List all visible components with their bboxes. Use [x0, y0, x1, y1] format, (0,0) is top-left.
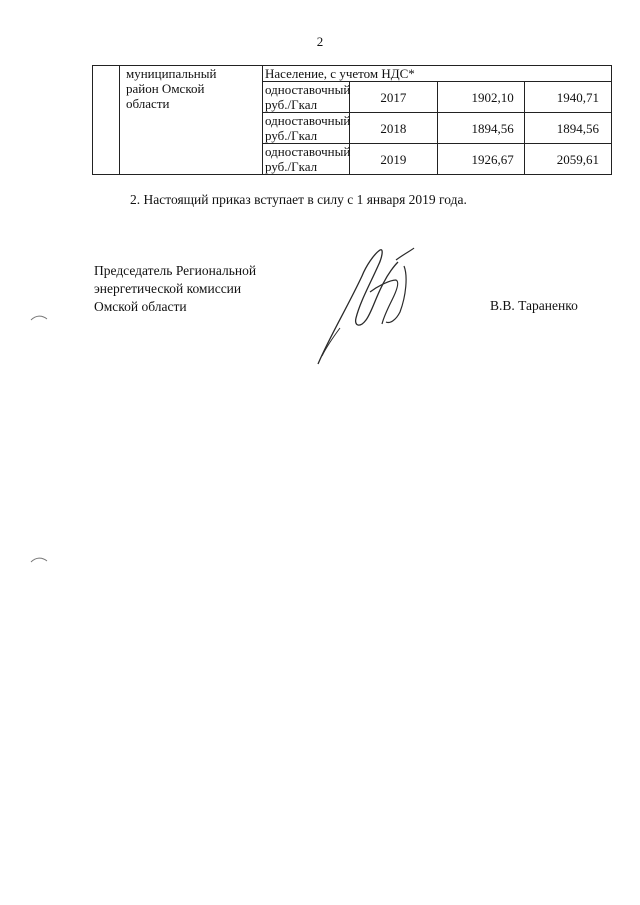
tariff-table	[92, 65, 612, 175]
value-cell: 1926,67	[437, 144, 524, 175]
signer-name: В.В. Тараненко	[490, 298, 578, 313]
territory-line: области	[126, 96, 170, 111]
unit-cell	[263, 144, 350, 175]
unit-line: руб./Гкал	[265, 128, 318, 143]
signer-title-line: Омской области	[94, 299, 187, 314]
clause-text: 2. Настоящий приказ вступает в силу с 1 января 2019 года.	[130, 192, 467, 207]
unit-line: руб./Гкал	[265, 159, 318, 174]
territory-line: район Омской	[126, 81, 205, 96]
value-cell: 2059,61	[524, 144, 611, 175]
year-cell: 2018	[350, 113, 437, 144]
value-cell: 1894,56	[437, 113, 524, 144]
signer-title	[94, 262, 256, 316]
group-header-cell: Население, с учетом НДС*	[263, 66, 612, 82]
handwritten-signature	[300, 236, 440, 376]
territory-cell	[120, 66, 263, 175]
page-number: 2	[316, 34, 324, 49]
unit-line: одноставочный	[265, 144, 351, 159]
value-cell: 1894,56	[524, 113, 611, 144]
value-cell: 1902,10	[437, 82, 524, 113]
year-cell: 2017	[350, 82, 437, 113]
unit-cell	[263, 113, 350, 144]
unit-cell	[263, 82, 350, 113]
signer-title-line: Председатель Региональной	[94, 263, 257, 278]
row-number-cell	[93, 66, 120, 175]
territory-line: муниципальный	[126, 66, 217, 81]
value-cell: 1940,71	[524, 82, 611, 113]
year-cell: 2019	[350, 144, 437, 175]
unit-line: одноставочный	[265, 82, 351, 97]
unit-line: одноставочный	[265, 113, 351, 128]
scan-mark	[30, 556, 48, 564]
unit-line: руб./Гкал	[265, 97, 318, 112]
signer-title-line: энергетической комиссии	[94, 281, 242, 296]
scan-mark	[30, 314, 48, 322]
table-row	[93, 66, 612, 82]
